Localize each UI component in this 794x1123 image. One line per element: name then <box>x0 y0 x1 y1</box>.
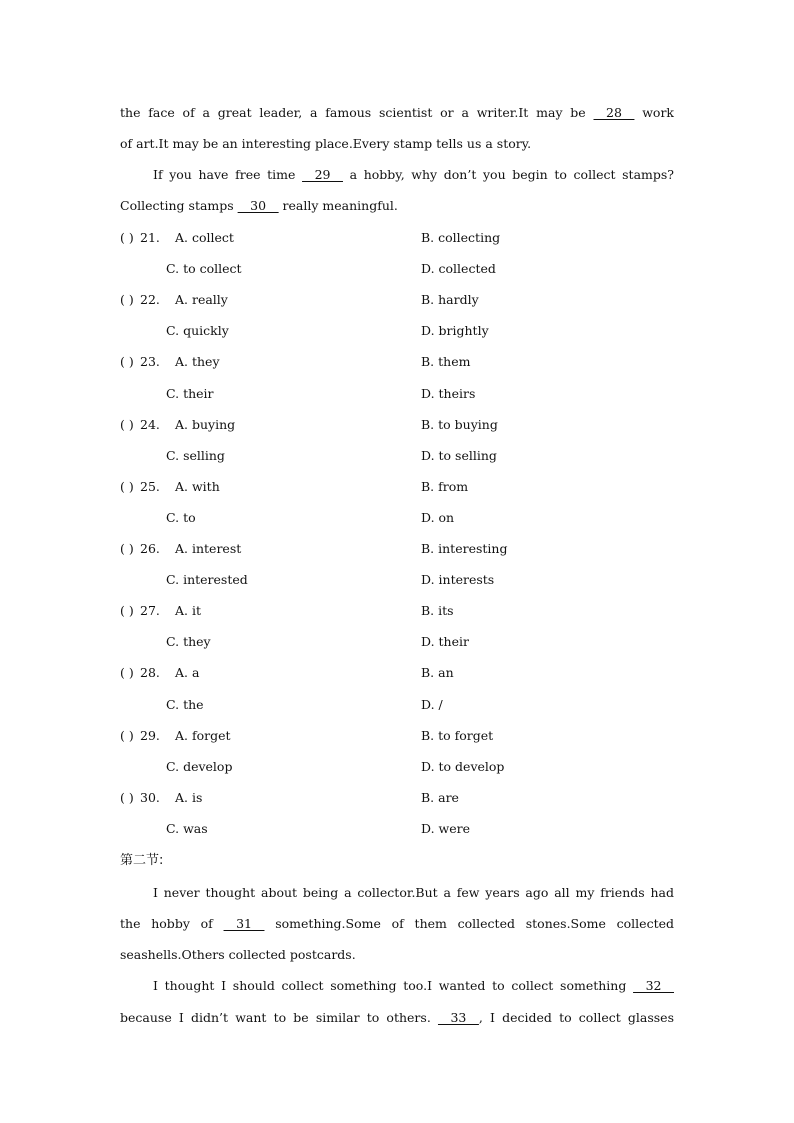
option-a: A. collect <box>175 230 234 245</box>
question-row <box>120 727 674 745</box>
passage-text: something.Some of them collected stones.Some collected <box>264 916 674 931</box>
option-c: C. interested <box>166 572 248 588</box>
answer-bracket[interactable]: ( ) <box>120 603 134 619</box>
question-row <box>120 664 674 682</box>
question-number-group <box>120 602 160 620</box>
answer-bracket[interactable]: ( ) <box>120 230 134 245</box>
blank-33: __33__ <box>437 1010 479 1025</box>
option-b: B. them <box>421 354 471 370</box>
option-b: B. to forget <box>421 727 494 743</box>
passage-text: the face of a great leader, a famous scientist or a writer.It may be <box>120 105 594 120</box>
option-d: D. theirs <box>421 385 476 401</box>
answer-bracket[interactable]: ( ) <box>120 354 134 370</box>
question-number-group <box>120 789 160 807</box>
passage-text: seashells.Others collected postcards. <box>120 947 356 962</box>
answer-bracket[interactable]: ( ) <box>120 478 134 494</box>
option-a: A. forget <box>175 727 231 743</box>
question-row-secondary <box>120 820 674 838</box>
passage-text: really meaningful. <box>278 198 398 213</box>
question-row <box>120 789 674 807</box>
question-row <box>120 416 674 434</box>
section2-line-1 <box>120 884 674 902</box>
question-row-secondary <box>120 385 674 403</box>
passage-text: Collecting stamps <box>120 198 238 213</box>
question-row <box>120 540 674 558</box>
passage-text: because I didn’t want to be similar to others. <box>120 1010 438 1025</box>
passage-text: , I decided to collect glasses <box>478 1010 674 1025</box>
passage-text: of art.It may be an interesting place.Every stamp tells us a story. <box>120 136 532 151</box>
passage-line-3 <box>120 166 674 184</box>
option-c: C. their <box>166 385 214 401</box>
question-number-group <box>120 229 160 247</box>
option-c: C. selling <box>166 447 225 463</box>
question-row-secondary <box>120 696 674 714</box>
option-b: B. are <box>421 789 459 805</box>
passage-line-4 <box>120 197 674 215</box>
section2-line-5 <box>120 1009 674 1027</box>
option-a: A. is <box>175 789 203 805</box>
question-row <box>120 602 674 620</box>
option-c: C. quickly <box>166 323 229 339</box>
question-number: 22. <box>140 292 160 308</box>
passage-text: I thought I should collect something too.I wanted to collect something <box>153 978 634 993</box>
answer-bracket[interactable]: ( ) <box>120 416 134 432</box>
option-a: A. buying <box>175 416 236 432</box>
question-number-group <box>120 478 160 496</box>
passage-text: the hobby of <box>120 916 224 931</box>
blank-30: __30__ <box>237 198 279 213</box>
passage-text: I never thought about being a collector.But a few years ago all my friends had <box>153 885 674 900</box>
option-a: A. it <box>175 603 201 619</box>
option-d: D. brightly <box>421 323 489 339</box>
option-c: C. was <box>166 820 208 836</box>
option-a: A. a <box>175 665 200 681</box>
question-row-secondary <box>120 633 674 651</box>
question-row <box>120 478 674 496</box>
answer-bracket[interactable]: ( ) <box>120 789 134 805</box>
passage-text: work <box>634 105 674 120</box>
option-c: C. to collect <box>166 261 242 277</box>
option-a: A. they <box>175 354 220 370</box>
answer-bracket[interactable]: ( ) <box>120 665 134 681</box>
option-c: C. to <box>166 509 196 525</box>
option-d: D. were <box>421 820 470 836</box>
section-title: 第二节: <box>120 853 164 868</box>
question-number: 23. <box>140 354 160 370</box>
question-row-secondary <box>120 260 674 278</box>
passage-line-2 <box>120 135 674 153</box>
option-d: D. interests <box>421 572 495 588</box>
passage-text: If you have free time <box>153 167 303 182</box>
option-c: C. they <box>166 634 211 650</box>
blank-29: __29__ <box>302 167 343 182</box>
question-row-secondary <box>120 447 674 465</box>
question-row <box>120 353 674 371</box>
question-number: 30. <box>140 789 160 805</box>
answer-bracket[interactable]: ( ) <box>120 541 134 556</box>
question-number: 28. <box>140 665 160 681</box>
question-row-secondary <box>120 571 674 589</box>
question-row <box>120 291 674 309</box>
question-number-group <box>120 291 160 309</box>
option-d: D. on <box>421 509 455 525</box>
option-b: B. to buying <box>421 416 498 432</box>
blank-32: __32__ <box>633 978 674 993</box>
option-d: D. collected <box>421 261 496 277</box>
section2-line-4 <box>120 977 674 995</box>
question-row-secondary <box>120 322 674 340</box>
option-b: B. an <box>421 665 454 681</box>
passage-line-1 <box>120 104 674 122</box>
option-b: B. from <box>421 478 469 494</box>
option-a: A. interest <box>175 541 242 556</box>
option-b: B. collecting <box>421 230 501 245</box>
question-row <box>120 229 674 247</box>
option-a: A. with <box>175 478 220 494</box>
option-c: C. develop <box>166 758 233 774</box>
question-number: 29. <box>140 727 160 743</box>
option-b: B. hardly <box>421 292 479 308</box>
blank-28: __28__ <box>593 105 635 120</box>
blank-31: __31__ <box>223 916 265 931</box>
question-number-group <box>120 664 160 682</box>
answer-bracket[interactable]: ( ) <box>120 292 134 308</box>
passage-text: a hobby, why don’t you begin to collect stamps? <box>342 167 675 182</box>
section2-line-2 <box>120 915 674 933</box>
option-d: D. to selling <box>421 447 497 463</box>
option-b: B. interesting <box>421 541 508 556</box>
question-number-group <box>120 416 160 434</box>
option-d: D. / <box>421 696 443 712</box>
question-number: 21. <box>140 230 160 245</box>
option-b: B. its <box>421 603 454 619</box>
question-row-secondary <box>120 509 674 527</box>
option-d: D. their <box>421 634 469 650</box>
question-row-secondary <box>120 758 674 776</box>
question-number: 24. <box>140 416 160 432</box>
question-number: 25. <box>140 478 160 494</box>
option-d: D. to develop <box>421 758 505 774</box>
question-number: 26. <box>140 541 160 556</box>
section2-line-3 <box>120 946 674 964</box>
question-number-group <box>120 353 160 371</box>
question-number-group <box>120 727 160 745</box>
answer-bracket[interactable]: ( ) <box>120 727 134 743</box>
question-number-group <box>120 540 160 558</box>
question-number: 27. <box>140 603 160 619</box>
option-a: A. really <box>175 292 228 308</box>
option-c: C. the <box>166 696 204 712</box>
